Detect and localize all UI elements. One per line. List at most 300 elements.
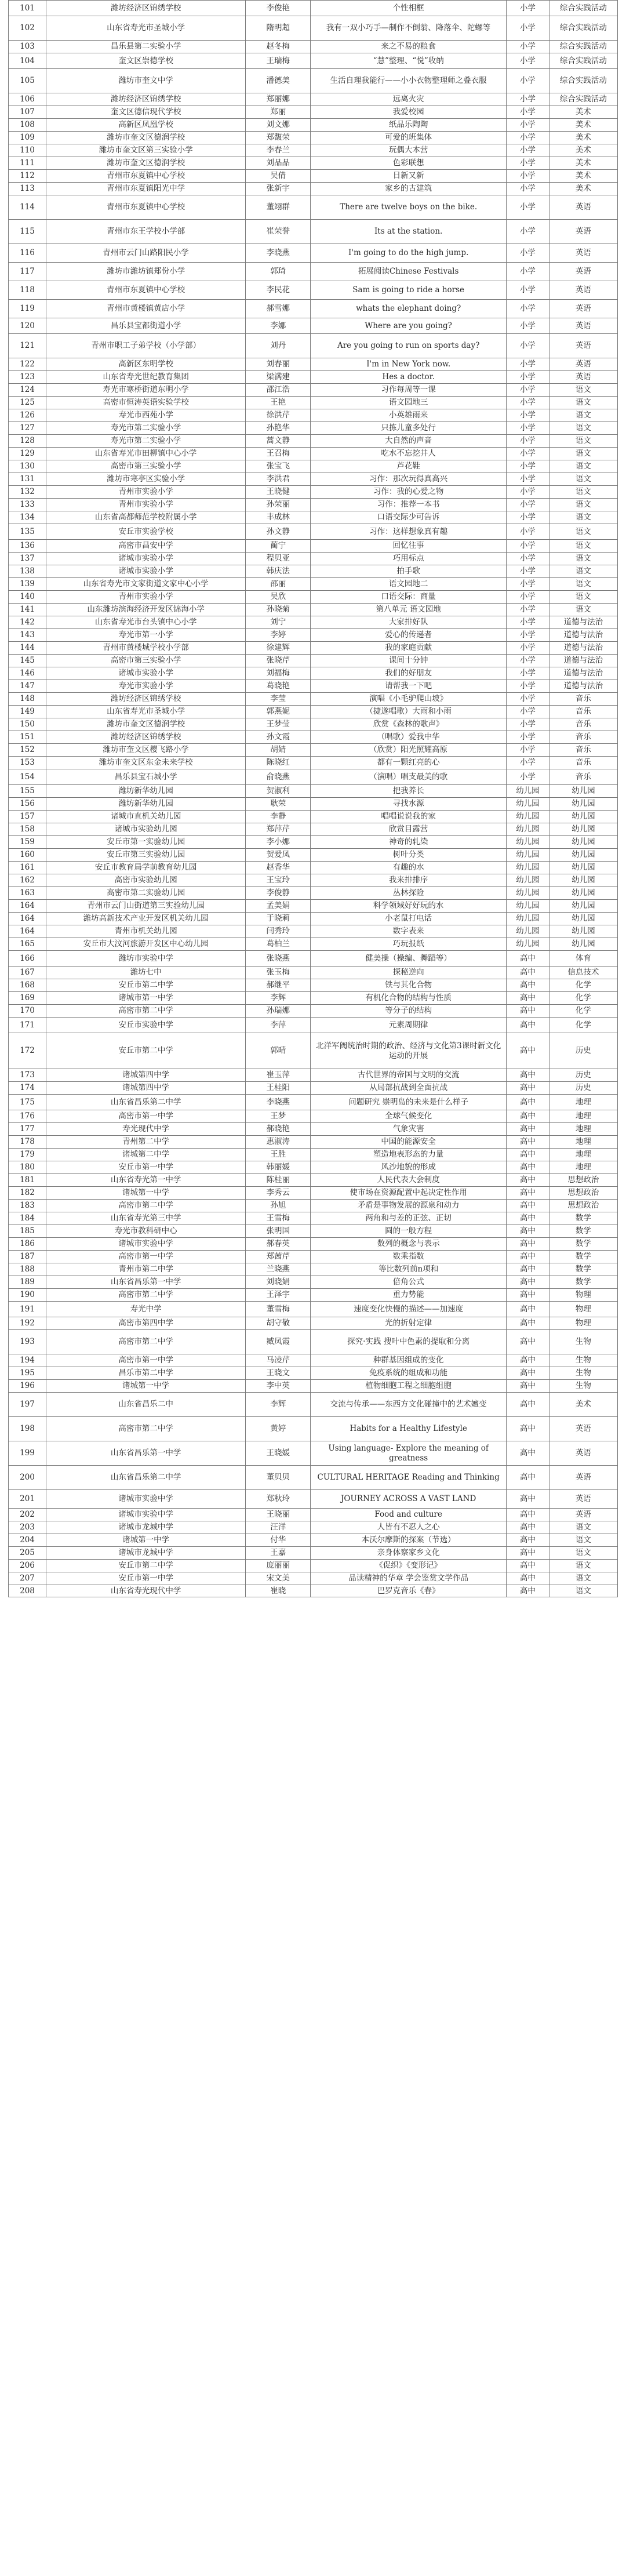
subject-name-cell: 化学 — [549, 992, 617, 1005]
lesson-title-cell: whats the elephant doing? — [311, 300, 507, 318]
lesson-title-cell: 回忆往事 — [311, 540, 507, 553]
table-row — [9, 731, 618, 744]
teacher-name-cell: 刘宁 — [246, 616, 311, 629]
subject-name-cell: 物理 — [549, 1302, 617, 1317]
row-number-cell: 133 — [9, 499, 46, 511]
subject-name-cell: 幼儿园 — [549, 900, 617, 913]
school-name-cell: 诸城市第一中学 — [46, 992, 246, 1005]
lesson-title-cell: 习作：我的心爱之物 — [311, 486, 507, 499]
lesson-title-cell: 第八单元 语文园地 — [311, 604, 507, 616]
table-row — [9, 1123, 618, 1136]
lesson-title-cell: 植物细胞工程之细胞组胞 — [311, 1380, 507, 1393]
row-number-cell: 138 — [9, 565, 46, 578]
teacher-name-cell: 汪洋 — [246, 1521, 311, 1534]
teacher-name-cell: 闫秀玲 — [246, 925, 311, 938]
lesson-title-cell: 小英雄雨来 — [311, 409, 507, 422]
table-row — [9, 263, 618, 281]
school-name-cell: 高密市昌安中学 — [46, 540, 246, 553]
lesson-title-cell: Habits for a Healthy Lifestyle — [311, 1417, 507, 1441]
lesson-title-cell: 速度变化快慢的描述——加速度 — [311, 1302, 507, 1317]
row-number-cell: 196 — [9, 1380, 46, 1393]
teacher-name-cell: 俞晓燕 — [246, 769, 311, 785]
teacher-name-cell: 吴倩 — [246, 170, 311, 183]
teacher-name-cell: 崔荣誉 — [246, 220, 311, 244]
lesson-title-cell: 欣赏目露营 — [311, 823, 507, 836]
table-row — [9, 157, 618, 170]
table-row — [9, 718, 618, 731]
table-row — [9, 849, 618, 862]
school-name-cell: 高密市第二中学 — [46, 1200, 246, 1212]
subject-name-cell: 语文 — [549, 591, 617, 604]
school-name-cell: 潍坊市奎文区德润学校 — [46, 718, 246, 731]
school-name-cell: 青州市东夏镇中心学校 — [46, 170, 246, 183]
table-row — [9, 1110, 618, 1123]
school-level-cell: 小学 — [507, 499, 549, 511]
lesson-title-cell: （欣赏）阳光照耀高原 — [311, 744, 507, 757]
school-level-cell: 高中 — [507, 1225, 549, 1238]
subject-name-cell: 数学 — [549, 1263, 617, 1276]
school-name-cell: 诸城市龙城中学 — [46, 1521, 246, 1534]
row-number-cell: 151 — [9, 731, 46, 744]
subject-name-cell: 幼儿园 — [549, 849, 617, 862]
school-level-cell: 高中 — [507, 1033, 549, 1069]
lesson-title-cell: 气象灾害 — [311, 1123, 507, 1136]
school-level-cell: 高中 — [507, 1521, 549, 1534]
table-row — [9, 1572, 618, 1585]
school-name-cell: 高密市第一中学 — [46, 1251, 246, 1263]
lesson-title-cell: 演唱《小毛驴爬山坡》 — [311, 693, 507, 706]
school-level-cell: 高中 — [507, 1082, 549, 1095]
row-number-cell: 169 — [9, 992, 46, 1005]
subject-name-cell: 语文 — [549, 435, 617, 448]
table-row — [9, 1069, 618, 1082]
subject-name-cell: 综合实践活动 — [549, 1, 617, 16]
school-name-cell: 诸城市直机关幼儿园 — [46, 811, 246, 823]
teacher-name-cell: 郭晴 — [246, 1033, 311, 1069]
subject-name-cell: 语文 — [549, 1560, 617, 1572]
teacher-name-cell: 郑馥荣 — [246, 132, 311, 144]
subject-name-cell: 体育 — [549, 951, 617, 967]
school-level-cell: 高中 — [507, 1251, 549, 1263]
teacher-name-cell: 郑茜芹 — [246, 1251, 311, 1263]
lesson-title-cell: 语文园地二 — [311, 578, 507, 591]
subject-name-cell: 幼儿园 — [549, 874, 617, 887]
school-name-cell: 潍坊新华幼儿园 — [46, 798, 246, 811]
table-row — [9, 384, 618, 397]
teacher-name-cell: 李辉 — [246, 1393, 311, 1417]
school-name-cell: 寿光市寒桥街道东明小学 — [46, 384, 246, 397]
school-level-cell: 小学 — [507, 132, 549, 144]
teacher-name-cell: 王梦莹 — [246, 718, 311, 731]
table-row — [9, 486, 618, 499]
teacher-name-cell: 程贝亚 — [246, 553, 311, 565]
school-level-cell: 小学 — [507, 540, 549, 553]
row-number-cell: 177 — [9, 1123, 46, 1136]
school-level-cell: 高中 — [507, 1441, 549, 1466]
school-level-cell: 高中 — [507, 1187, 549, 1200]
subject-name-cell: 幼儿园 — [549, 887, 617, 900]
school-level-cell: 小学 — [507, 757, 549, 769]
teacher-name-cell: 孙晓菊 — [246, 604, 311, 616]
lesson-title-cell: 色彩联想 — [311, 157, 507, 170]
lesson-title-cell: （捷遂唱歌）大雨和小雨 — [311, 706, 507, 718]
school-level-cell: 高中 — [507, 1585, 549, 1597]
row-number-cell: 110 — [9, 144, 46, 157]
table-row — [9, 757, 618, 769]
row-number-cell: 203 — [9, 1521, 46, 1534]
table-row — [9, 1289, 618, 1302]
teacher-name-cell: 贺淑利 — [246, 785, 311, 798]
subject-name-cell: 数学 — [549, 1212, 617, 1225]
row-number-cell: 201 — [9, 1490, 46, 1509]
school-name-cell: 青州第二中学 — [46, 1136, 246, 1149]
row-number-cell: 113 — [9, 183, 46, 195]
table-row — [9, 925, 618, 938]
table-row — [9, 1417, 618, 1441]
row-number-cell: 101 — [9, 1, 46, 16]
school-name-cell: 昌乐市第二中学 — [46, 1367, 246, 1380]
teacher-name-cell: 孙旭 — [246, 1200, 311, 1212]
school-level-cell: 小学 — [507, 642, 549, 655]
school-name-cell: 高密市第二中学 — [46, 1417, 246, 1441]
school-name-cell: 安丘市第二中学 — [46, 1033, 246, 1069]
subject-name-cell: 美术 — [549, 119, 617, 132]
table-row — [9, 655, 618, 667]
lesson-title-cell: CULTURAL HERITAGE Reading and Thinking — [311, 1466, 507, 1490]
school-level-cell: 幼儿园 — [507, 887, 549, 900]
school-level-cell: 小学 — [507, 244, 549, 263]
school-level-cell: 小学 — [507, 604, 549, 616]
teacher-name-cell: 孟美娟 — [246, 900, 311, 913]
row-number-cell: 160 — [9, 849, 46, 862]
table-row — [9, 460, 618, 473]
lesson-title-cell: 吃水不忘挖井人 — [311, 448, 507, 460]
subject-name-cell: 物理 — [549, 1289, 617, 1302]
row-number-cell: 125 — [9, 397, 46, 409]
row-number-cell: 155 — [9, 785, 46, 798]
row-number-cell: 185 — [9, 1225, 46, 1238]
teacher-name-cell: 郑丽娜 — [246, 93, 311, 106]
subject-name-cell: 语文 — [549, 409, 617, 422]
table-row — [9, 629, 618, 642]
school-level-cell: 高中 — [507, 967, 549, 979]
lesson-title-cell: Are you going to run on sports day? — [311, 334, 507, 358]
school-name-cell: 安丘市第一中学 — [46, 1161, 246, 1174]
lesson-title-cell: 欣赏《森林的歌声》 — [311, 718, 507, 731]
table-row — [9, 1005, 618, 1018]
table-row — [9, 769, 618, 785]
subject-name-cell: 幼儿园 — [549, 798, 617, 811]
teacher-name-cell: 郝继平 — [246, 979, 311, 992]
school-level-cell: 小学 — [507, 511, 549, 524]
lesson-title-cell: 古代世界的帝国与文明的交流 — [311, 1069, 507, 1082]
subject-name-cell: 音乐 — [549, 769, 617, 785]
row-number-cell: 132 — [9, 486, 46, 499]
lesson-title-cell: 口语交际少可告诉 — [311, 511, 507, 524]
school-name-cell: 潍坊市奎文中学 — [46, 69, 246, 93]
teacher-name-cell: 王嘉 — [246, 1547, 311, 1560]
row-number-cell: 199 — [9, 1441, 46, 1466]
table-row — [9, 300, 618, 318]
school-name-cell: 山东省昌乐第二中学 — [46, 1095, 246, 1110]
school-level-cell: 小学 — [507, 524, 549, 540]
subject-name-cell: 综合实践活动 — [549, 69, 617, 93]
teacher-name-cell: 邵丽 — [246, 578, 311, 591]
teacher-name-cell: 孙文霞 — [246, 731, 311, 744]
row-number-cell: 204 — [9, 1534, 46, 1547]
subject-name-cell: 美术 — [549, 132, 617, 144]
subject-name-cell: 综合实践活动 — [549, 16, 617, 41]
row-number-cell: 122 — [9, 358, 46, 371]
school-name-cell: 青州市云门山街道第三实验幼儿园 — [46, 900, 246, 913]
teacher-name-cell: 郝雪娜 — [246, 300, 311, 318]
lesson-title-cell: 大家排好队 — [311, 616, 507, 629]
subject-name-cell: 英语 — [549, 371, 617, 384]
teacher-name-cell: 刘品品 — [246, 157, 311, 170]
row-number-cell: 190 — [9, 1289, 46, 1302]
school-name-cell: 潍坊市奎文区第三实验小学 — [46, 144, 246, 157]
table-row — [9, 1174, 618, 1187]
school-level-cell: 幼儿园 — [507, 811, 549, 823]
table-row — [9, 938, 618, 951]
subject-name-cell: 语文 — [549, 1521, 617, 1534]
school-level-cell: 高中 — [507, 1466, 549, 1490]
table-row — [9, 1330, 618, 1354]
table-row — [9, 1302, 618, 1317]
subject-name-cell: 语文 — [549, 448, 617, 460]
subject-name-cell: 英语 — [549, 358, 617, 371]
table-row — [9, 1187, 618, 1200]
subject-name-cell: 语文 — [549, 540, 617, 553]
school-name-cell: 潍坊市寒亭区实验小学 — [46, 473, 246, 486]
teacher-name-cell: 董雪梅 — [246, 1302, 311, 1317]
lesson-title-cell: 等比数列前n项和 — [311, 1263, 507, 1276]
school-name-cell: 寿光中学 — [46, 1302, 246, 1317]
school-level-cell: 小学 — [507, 486, 549, 499]
teacher-name-cell: 郑萍芹 — [246, 823, 311, 836]
teacher-name-cell: 兰晓燕 — [246, 1263, 311, 1276]
school-name-cell: 高密市实验幼儿园 — [46, 874, 246, 887]
subject-name-cell: 地理 — [549, 1123, 617, 1136]
school-level-cell: 幼儿园 — [507, 874, 549, 887]
table-row — [9, 448, 618, 460]
school-name-cell: 山东省昌乐二中 — [46, 1393, 246, 1417]
school-level-cell: 小学 — [507, 371, 549, 384]
school-name-cell: 青州市黄楼镇黄店小学 — [46, 300, 246, 318]
school-name-cell: 安丘市实验中学 — [46, 1018, 246, 1033]
school-name-cell: 高密市恒涛英语实验学校 — [46, 397, 246, 409]
table-row — [9, 16, 618, 41]
teacher-name-cell: 王晓健 — [246, 486, 311, 499]
school-level-cell: 小学 — [507, 655, 549, 667]
teacher-name-cell: 刘文娜 — [246, 119, 311, 132]
lesson-title-cell: 健美操（操编、舞蹈等） — [311, 951, 507, 967]
subject-name-cell: 物理 — [549, 1317, 617, 1330]
school-name-cell: 诸城第四中学 — [46, 1069, 246, 1082]
school-level-cell: 幼儿园 — [507, 785, 549, 798]
teacher-name-cell: 张宝飞 — [246, 460, 311, 473]
school-name-cell: 寿光市实验小学 — [46, 680, 246, 693]
table-row — [9, 811, 618, 823]
teacher-name-cell: 郝春英 — [246, 1238, 311, 1251]
table-row — [9, 144, 618, 157]
subject-name-cell: 幼儿园 — [549, 785, 617, 798]
row-number-cell: 159 — [9, 836, 46, 849]
school-level-cell: 高中 — [507, 1572, 549, 1585]
lesson-title-cell: 矛盾是事物发展的源泉和动力 — [311, 1200, 507, 1212]
lesson-title-cell: 数字表来 — [311, 925, 507, 938]
table-row — [9, 823, 618, 836]
school-level-cell: 高中 — [507, 979, 549, 992]
school-level-cell: 高中 — [507, 1490, 549, 1509]
subject-name-cell: 道德与法治 — [549, 616, 617, 629]
lesson-title-cell: 来之不易的粮食 — [311, 41, 507, 53]
lesson-title-cell: 本沃尔摩斯的探案（节选） — [311, 1534, 507, 1547]
row-number-cell: 108 — [9, 119, 46, 132]
lesson-title-cell: 有机化合物的结构与性质 — [311, 992, 507, 1005]
lesson-title-cell: 数乘指数 — [311, 1251, 507, 1263]
school-level-cell: 小学 — [507, 409, 549, 422]
lesson-title-cell: 习作每周等一课 — [311, 384, 507, 397]
table-row — [9, 1367, 618, 1380]
school-level-cell: 幼儿园 — [507, 849, 549, 862]
table-row — [9, 616, 618, 629]
table-row — [9, 1225, 618, 1238]
row-number-cell: 135 — [9, 524, 46, 540]
lesson-title-cell: Using language- Explore the meaning of greatness — [311, 1441, 507, 1466]
subject-name-cell: 英语 — [549, 318, 617, 334]
school-name-cell: 诸城第一中学 — [46, 1187, 246, 1200]
table-row — [9, 900, 618, 913]
subject-name-cell: 美术 — [549, 106, 617, 119]
teacher-name-cell: 董贝贝 — [246, 1466, 311, 1490]
school-name-cell: 诸城第一中学 — [46, 1380, 246, 1393]
lesson-title-cell: 圆的一般方程 — [311, 1225, 507, 1238]
school-level-cell: 小学 — [507, 553, 549, 565]
table-row — [9, 540, 618, 553]
table-row — [9, 913, 618, 925]
row-number-cell: 165 — [9, 938, 46, 951]
school-level-cell: 小学 — [507, 616, 549, 629]
school-level-cell: 幼儿园 — [507, 823, 549, 836]
school-level-cell: 小学 — [507, 263, 549, 281]
table-row — [9, 358, 618, 371]
subject-name-cell: 生物 — [549, 1380, 617, 1393]
table-row — [9, 1, 618, 16]
table-row — [9, 170, 618, 183]
subject-name-cell: 语文 — [549, 486, 617, 499]
school-name-cell: 安丘市大汶河旅游开发区中心幼儿园 — [46, 938, 246, 951]
lesson-title-cell: Where are you going? — [311, 318, 507, 334]
subject-name-cell: 美术 — [549, 1393, 617, 1417]
table-row — [9, 1509, 618, 1521]
subject-name-cell: 语文 — [549, 499, 617, 511]
table-row — [9, 53, 618, 69]
school-level-cell: 高中 — [507, 1161, 549, 1174]
lesson-title-cell: 重力势能 — [311, 1289, 507, 1302]
table-row — [9, 1251, 618, 1263]
lesson-title-cell: 我爱校园 — [311, 106, 507, 119]
school-level-cell: 高中 — [507, 1534, 549, 1547]
row-number-cell: 150 — [9, 718, 46, 731]
row-number-cell: 145 — [9, 655, 46, 667]
table-row — [9, 183, 618, 195]
subject-name-cell: 历史 — [549, 1069, 617, 1082]
lesson-title-cell: 唱唱说说我的家 — [311, 811, 507, 823]
lesson-title-cell: Sam is going to ride a horse — [311, 281, 507, 300]
teacher-name-cell: 吴欣 — [246, 591, 311, 604]
teacher-name-cell: 蒿文静 — [246, 435, 311, 448]
table-row — [9, 435, 618, 448]
table-row — [9, 836, 618, 849]
school-level-cell: 小学 — [507, 744, 549, 757]
school-level-cell: 高中 — [507, 992, 549, 1005]
school-level-cell: 高中 — [507, 1380, 549, 1393]
school-name-cell: 高密市第三实验小学 — [46, 655, 246, 667]
school-name-cell: 青州市云门山路阳民小学 — [46, 244, 246, 263]
school-level-cell: 小学 — [507, 565, 549, 578]
row-number-cell: 144 — [9, 642, 46, 655]
school-name-cell: 安丘市第一实验幼儿园 — [46, 836, 246, 849]
lesson-title-cell: 问题研究 崇明岛的未来是什么样子 — [311, 1095, 507, 1110]
lesson-title-cell: 语文园地三 — [311, 397, 507, 409]
school-name-cell: 诸城第二中学 — [46, 1149, 246, 1161]
row-number-cell: 189 — [9, 1276, 46, 1289]
teacher-name-cell: 王艳 — [246, 397, 311, 409]
school-level-cell: 高中 — [507, 1509, 549, 1521]
subject-name-cell: 语文 — [549, 1547, 617, 1560]
lesson-title-cell: 课间十分钟 — [311, 655, 507, 667]
teacher-name-cell: 陈桂丽 — [246, 1174, 311, 1187]
row-number-cell: 164 — [9, 925, 46, 938]
school-name-cell: 寿光市西苑小学 — [46, 409, 246, 422]
table-row — [9, 1161, 618, 1174]
school-name-cell: 昌乐县宝石城小学 — [46, 769, 246, 785]
school-level-cell: 小学 — [507, 629, 549, 642]
school-level-cell: 高中 — [507, 1123, 549, 1136]
school-name-cell: 高密市第二实验幼儿园 — [46, 887, 246, 900]
teacher-name-cell: 崔玉萍 — [246, 1069, 311, 1082]
lesson-title-cell: 品读精神的华章 学会鉴赏文学作品 — [311, 1572, 507, 1585]
school-level-cell: 小学 — [507, 667, 549, 680]
table-row — [9, 706, 618, 718]
lesson-title-cell: 小老鼠打电话 — [311, 913, 507, 925]
school-level-cell: 小学 — [507, 448, 549, 460]
school-name-cell: 青州市第二中学 — [46, 1263, 246, 1276]
school-level-cell: 幼儿园 — [507, 798, 549, 811]
subject-name-cell: 语文 — [549, 511, 617, 524]
row-number-cell: 192 — [9, 1317, 46, 1330]
lesson-title-cell: 中国的能源安全 — [311, 1136, 507, 1149]
row-number-cell: 146 — [9, 667, 46, 680]
table-row — [9, 119, 618, 132]
lesson-title-cell: 风沙地貌的形成 — [311, 1161, 507, 1174]
subject-name-cell: 音乐 — [549, 706, 617, 718]
row-number-cell: 162 — [9, 874, 46, 887]
school-level-cell: 小学 — [507, 422, 549, 435]
school-level-cell: 幼儿园 — [507, 862, 549, 874]
subject-name-cell: 幼儿园 — [549, 862, 617, 874]
school-name-cell: 潍坊经济区锦绣学校 — [46, 731, 246, 744]
row-number-cell: 111 — [9, 157, 46, 170]
row-number-cell: 143 — [9, 629, 46, 642]
school-name-cell: 诸城市实验小学 — [46, 565, 246, 578]
teacher-name-cell: 郝晓艳 — [246, 1123, 311, 1136]
school-name-cell: 潍坊市奎文区东金未来学校 — [46, 757, 246, 769]
row-number-cell: 114 — [9, 195, 46, 220]
lesson-title-cell: 使市场在资源配置中起决定性作用 — [311, 1187, 507, 1200]
school-name-cell: 诸城市实验小学 — [46, 667, 246, 680]
